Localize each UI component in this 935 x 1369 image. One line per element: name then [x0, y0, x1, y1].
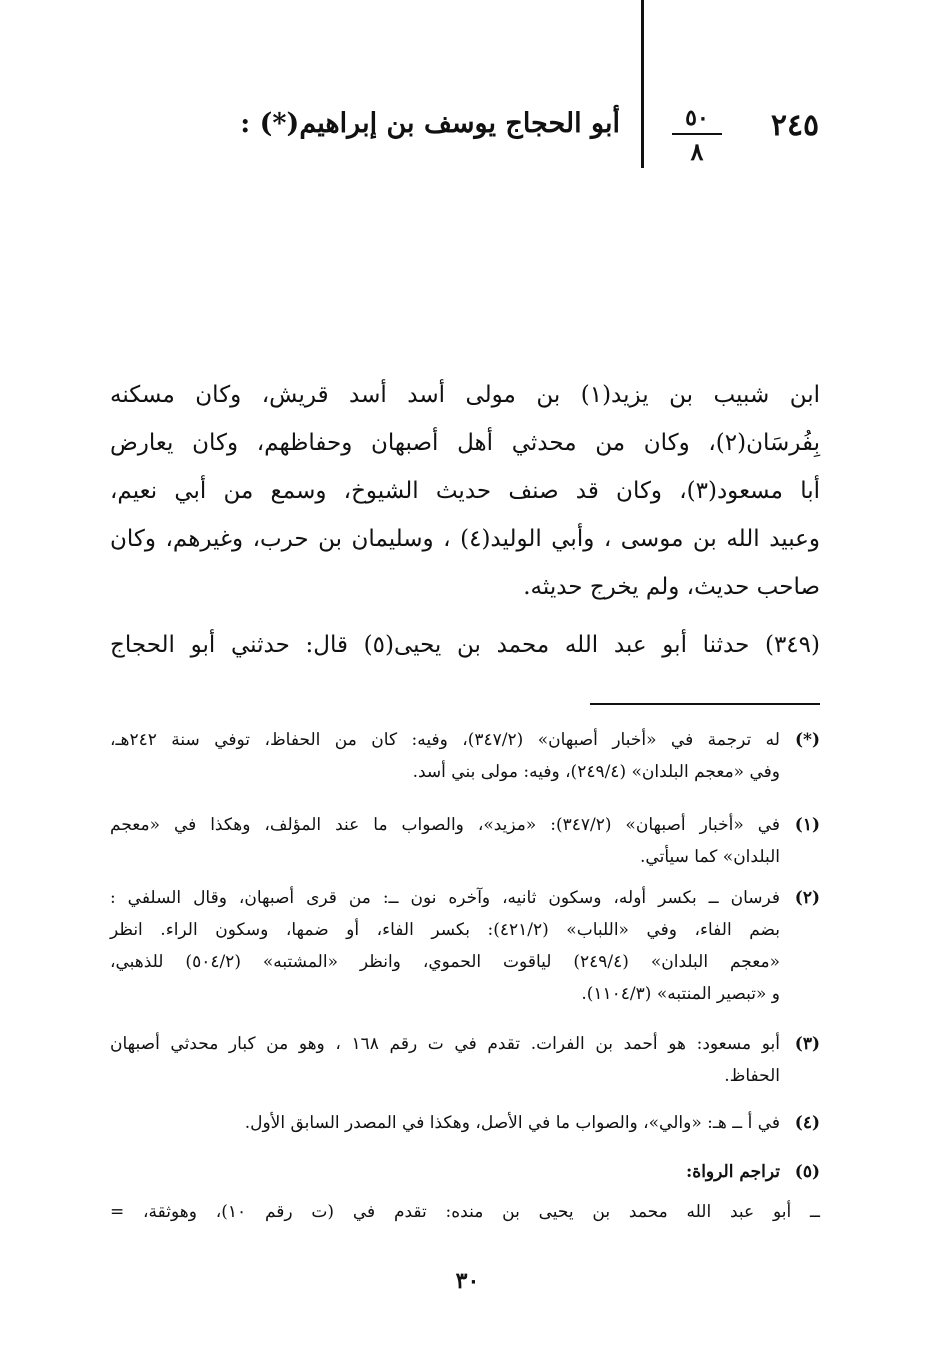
entry-title: أبو الحجاج يوسف بن إبراهيم(*) : — [240, 108, 620, 139]
fraction-bottom: ٨ — [690, 137, 704, 166]
footnote-line: تراجم الرواة: — [686, 1162, 780, 1182]
footnote-line: في «أخبار أصبهان» (٣٤٧/٢): «مزيد»، والصواب ما عند المؤلف، وهكذا في «معجم — [110, 815, 780, 835]
body-line: أبا مسعود(٣)، وكان قد صنف حديث الشيوخ، وسمع من أبي نعيم، — [110, 478, 820, 504]
hadith-line: (٣٤٩) حدثنا أبو عبد الله محمد بن يحيى(٥) قال: حدثني أبو الحجاج — [110, 632, 820, 658]
footnote-line: ــ أبو عبد الله محمد بن يحيى بن منده: تقدم في (ت رقم ١٠)، وهوثقة، = — [110, 1202, 821, 1222]
footnote-mark: (٢) — [794, 888, 820, 908]
footnote-line: وفي «معجم البلدان» (٢٤٩/٤)، وفيه: مولى بني أسد. — [412, 762, 780, 782]
footnote-line: و «تبصير المنتبه» (١١٠٤/٣). — [581, 984, 780, 1004]
footnote-mark: (٥) — [794, 1162, 820, 1182]
footnote-line: فرسان ــ بكسر أوله، وسكون ثانيه، وآخره نون ــ: من قرى أصبهان، وقال السلفي : — [110, 888, 780, 908]
footnote-2 — [110, 888, 820, 1018]
footnote-line: الحفاظ. — [724, 1066, 780, 1086]
footnote-3 — [110, 1034, 820, 1094]
page-number: ٣٠ — [455, 1268, 480, 1294]
footnote-line: أبو مسعود: هو أحمد بن الفرات. تقدم في ت رقم ١٦٨ ، وهو من كبار محدثي أصبهان — [110, 1034, 780, 1054]
footnote-mark: (*) — [795, 730, 820, 750]
footnote-line: البلدان» كما سيأتي. — [640, 847, 780, 867]
body-line: وعبيد الله بن موسى ، وأبي الوليد(٤) ، وسليمان بن حرب، وغيرهم، وكان — [110, 526, 820, 552]
footnote-continuation — [110, 1202, 820, 1232]
footnote-5 — [110, 1162, 820, 1192]
entry-number: ٢٤٥ — [770, 108, 820, 143]
body-line: ابن شبيب بن يزيد(١) بن مولى أسد أسد قريش، وكان مسكنه — [110, 382, 820, 408]
footnote-line: بضم الفاء، وفي «اللباب» (٤٢١/٢): بكسر الفاء، أو ضمها، وسكون الراء. انظر — [110, 920, 780, 940]
footnote-1 — [110, 815, 820, 875]
footnote-mark: (٤) — [794, 1113, 820, 1133]
body-line: صاحب حديث، ولم يخرج حديثه. — [523, 574, 820, 600]
entry-fraction — [662, 105, 732, 167]
footnote-4 — [110, 1113, 820, 1143]
fraction-bar — [672, 133, 722, 135]
footnote-separator — [590, 703, 820, 705]
footnote-line: في أ ــ هـ: «والي»، والصواب ما في الأصل، وهكذا في المصدر السابق الأول. — [244, 1113, 780, 1133]
footnote-mark: (٣) — [794, 1034, 820, 1054]
header-vertical-rule — [641, 0, 644, 168]
body-line: بِفُرسَان(٢)، وكان من محدثي أهل أصبهان وحفاظهم، وكان يعارض — [110, 430, 820, 456]
footnote-line: «معجم البلدان» (٢٤٩/٤) لياقوت الحموي، وانظر «المشتبه» (٥٠٤/٢) للذهبي، — [110, 952, 780, 972]
footnote-mark: (١) — [794, 815, 820, 835]
footnote-line: له ترجمة في «أخبار أصبهان» (٣٤٧/٢)، وفيه: كان من الحفاظ، توفي سنة ٢٤٢هـ، — [110, 730, 780, 750]
fraction-top: ٥٠ — [685, 105, 709, 131]
footnote-star — [110, 730, 820, 790]
